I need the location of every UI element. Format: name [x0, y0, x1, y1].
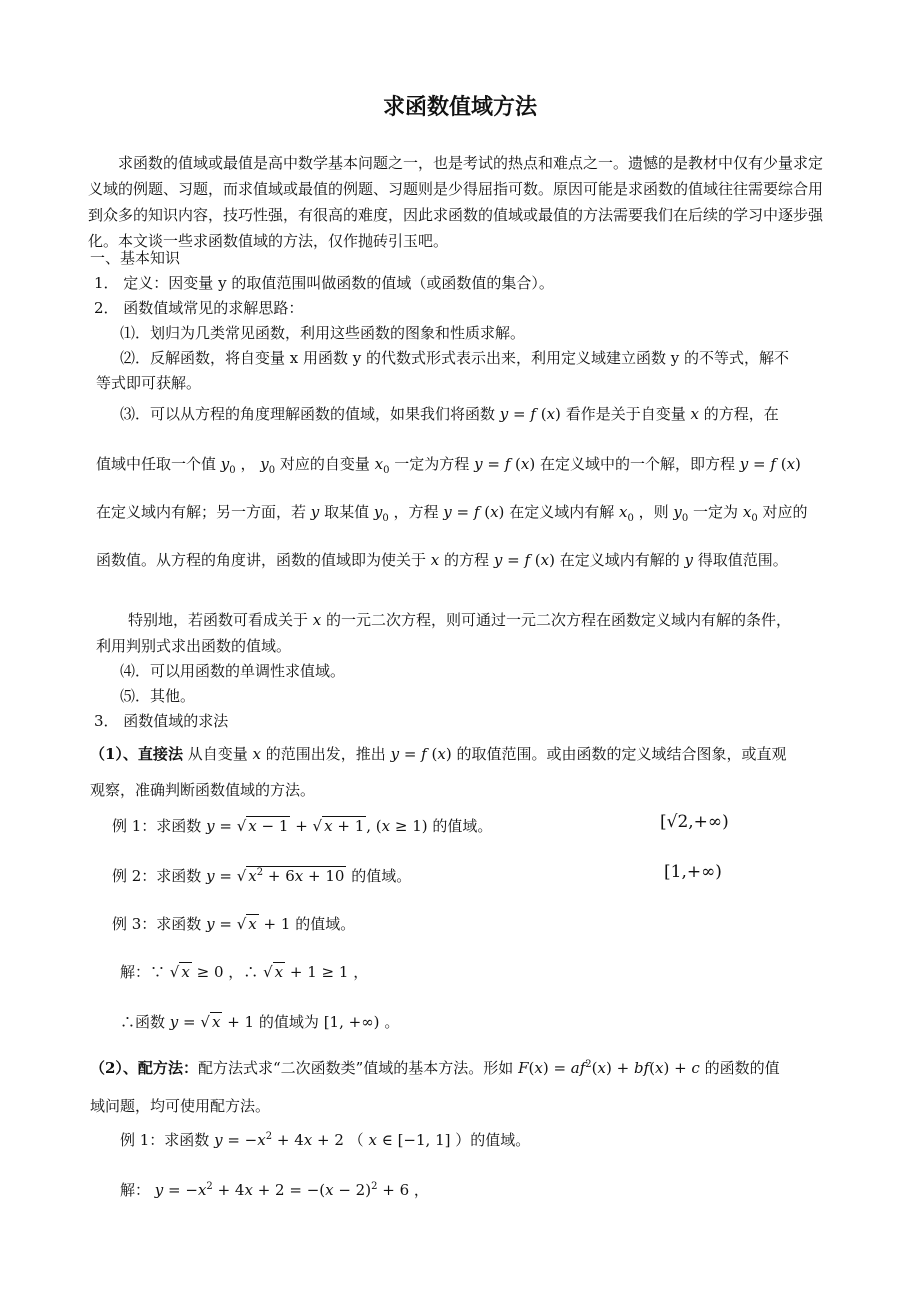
method-square-line2: 域问题，均可使用配方法。	[90, 1097, 271, 1115]
var-x: x	[690, 405, 699, 423]
text: ∴函数	[120, 1013, 166, 1031]
special-case-line2: 利用判别式求出函数的值域。	[96, 637, 292, 655]
formula-y-fx: y = f (x)	[390, 745, 452, 763]
item-definition: 1． 定义：因变量 y 的取值范围叫做函数的值域（或函数值的集合）。	[94, 274, 554, 292]
formula-sqrt-plus1-ge1: √ x + 1 ≥ 1	[263, 963, 349, 981]
approach-3-line1	[120, 402, 779, 426]
var-y0: $y_0$	[373, 503, 389, 524]
square-example-solution	[120, 1178, 429, 1202]
text: 在定义域内有解；另一方面，若	[96, 503, 307, 521]
text: ，∴	[228, 963, 259, 981]
formula-ex1: y = √ x − 1 + √ x + 1 , (x ≥ 1)	[206, 817, 428, 835]
approach-2-line2: 等式即可获解。	[96, 374, 202, 392]
var-y0: $y_0$	[673, 503, 689, 524]
text: ⑶．可以从方程的角度理解函数的值域，如果我们将函数	[120, 405, 496, 423]
approach-3-line4	[96, 548, 788, 572]
text: ，	[240, 455, 256, 473]
example-1	[112, 814, 492, 838]
formula-domain: x ∈ [−1, 1]	[368, 1131, 451, 1149]
text: ，	[413, 1181, 429, 1199]
text: 例 2：求函数	[112, 867, 202, 885]
method-direct-label: （1）、直接法	[90, 745, 183, 763]
approach-1: ⑴．划归为几类常见函数，利用这些函数的图象和性质求解。	[120, 324, 526, 342]
formula-ex3: y = √ x + 1	[169, 1013, 255, 1031]
var-x0: $x_0$	[374, 455, 390, 476]
text: 一定为方程	[394, 455, 470, 473]
text: 得取值范围。	[697, 551, 788, 569]
approach-3-line2	[96, 452, 801, 476]
text: 一定为	[693, 503, 739, 521]
text: 对应的自变量	[279, 455, 370, 473]
text: ）的值域。	[455, 1131, 531, 1149]
text: 函数值。从方程的角度讲，函数的值域即为使关于	[96, 551, 427, 569]
text: （	[348, 1131, 364, 1149]
approach-3-line3	[96, 500, 807, 524]
example-1-answer: [√2,+∞)	[660, 812, 729, 832]
formula-ex2: y = √ $x^2 + 6x + 10$	[206, 867, 345, 885]
text: ，则	[638, 503, 669, 521]
text: 的方程，在	[703, 405, 779, 423]
var-y0: $y_0$	[220, 455, 236, 476]
text: 例 1：求函数	[120, 1131, 210, 1149]
text: 从自变量	[182, 745, 248, 763]
approach-4: ⑷．可以用函数的单调性求值域。	[120, 662, 346, 680]
formula-sqrt-ge0: √ x ≥ 0	[169, 963, 224, 981]
approach-5: ⑸．其他。	[120, 687, 196, 705]
text: 看作是关于自变量	[565, 405, 686, 423]
text: 的取值范围。或由函数的定义域结合图象，或直观	[456, 745, 787, 763]
text: 。	[384, 1013, 400, 1031]
formula-Fx: $F(x) = af^2(x) + bf(x) + c$	[518, 1059, 700, 1077]
text: 的方程	[444, 551, 490, 569]
approach-2-line1: ⑵．反解函数，将自变量 x 用函数 y 的代数式形式表示出来，利用定义域建立函数 y 的不等式，解不	[120, 349, 790, 367]
text: 配方法式求“二次函数类”值域的基本方法。形如	[197, 1059, 514, 1077]
text: 在定义域内有解	[509, 503, 615, 521]
example-3	[112, 912, 355, 936]
var-x: x	[430, 551, 440, 569]
section-heading-basic: 一、基本知识	[90, 249, 181, 267]
formula-completed-square: $y = -x^2 + 4x + 2 = -(x - 2)^2 + 6$	[154, 1181, 410, 1199]
text: 的函数的值	[704, 1059, 780, 1077]
formula-ex3: y = √ x + 1	[206, 915, 291, 933]
text: 对应的	[762, 503, 808, 521]
special-case-line1	[128, 608, 791, 632]
interval-1-inf: [1, +∞)	[323, 1013, 380, 1031]
text: 特别地，若函数可看成关于	[128, 611, 309, 629]
text: 的值域。	[351, 867, 412, 885]
example-2	[112, 864, 411, 888]
formula-y-fx: y = f (x)	[493, 551, 555, 569]
formula-quadratic: $y = -x^2 + 4x + 2$	[214, 1131, 344, 1149]
item-approaches: 2． 函数值域常见的求解思路：	[94, 299, 304, 317]
text: 例 1：求函数	[112, 817, 202, 835]
var-x: x	[312, 611, 322, 629]
method-direct-line1	[90, 742, 786, 766]
square-example-1	[120, 1128, 530, 1152]
intro-paragraph: 求函数的值域或最值是高中数学基本问题之一，也是考试的热点和难点之一。遗憾的是教材中仅有少量求定义域的例题、习题，而求值域或最值的例题、习题则是少得屈指可数。原因可能是求函数的值域往往需要综合用到众多的知识内容，技巧性强，有很高的难度，因此求函数的值域或最值的方法需要我们在后续的学习中逐步强化。本文谈一些求函数值域的方法，仅作抛砖引玉吧。	[88, 154, 824, 250]
text: 在定义域内有解的	[559, 551, 680, 569]
text: ，	[353, 963, 369, 981]
var-x: x	[252, 745, 261, 763]
var-x0: $x_0$	[618, 503, 634, 524]
text: 解：	[120, 1181, 151, 1199]
text: ，方程	[393, 503, 439, 521]
formula-y-fx: y = f (x)	[474, 455, 536, 473]
item-methods: 3． 函数值域的求法	[94, 712, 229, 730]
text: 在定义域中的一个解，即方程	[539, 455, 735, 473]
var-x0: $x_0$	[742, 503, 758, 524]
method-square-line1	[90, 1056, 780, 1080]
text: 解：∵	[120, 963, 166, 981]
method-square-label: （2）、配方法：	[90, 1059, 198, 1077]
formula-y-fx: y = f (x)	[739, 455, 801, 473]
formula-y-fx: y = f (x)	[443, 503, 505, 521]
text: 值域中任取一个值	[96, 455, 217, 473]
page-title: 求函数值域方法	[382, 95, 537, 120]
text: 例 3：求函数	[112, 915, 202, 933]
formula-y-fx: y = f (x)	[499, 405, 561, 423]
example-2-answer: [1,+∞)	[664, 862, 722, 882]
text: 的一元二次方程，则可通过一元二次方程在函数定义域内有解的条件，	[326, 611, 792, 629]
text: 取某值	[324, 503, 370, 521]
var-y0: $y_0$	[260, 455, 276, 476]
text: 的值域为	[258, 1013, 319, 1031]
text: 的范围出发，推出	[265, 745, 386, 763]
var-y: y	[310, 503, 320, 521]
text: 的值域。	[432, 817, 493, 835]
method-direct-line2: 观察，准确判断函数值域的方法。	[90, 781, 316, 799]
text: 的值域。	[295, 915, 356, 933]
var-y: y	[684, 551, 694, 569]
example-3-solution-1	[120, 960, 368, 984]
example-3-solution-2	[120, 1010, 399, 1034]
